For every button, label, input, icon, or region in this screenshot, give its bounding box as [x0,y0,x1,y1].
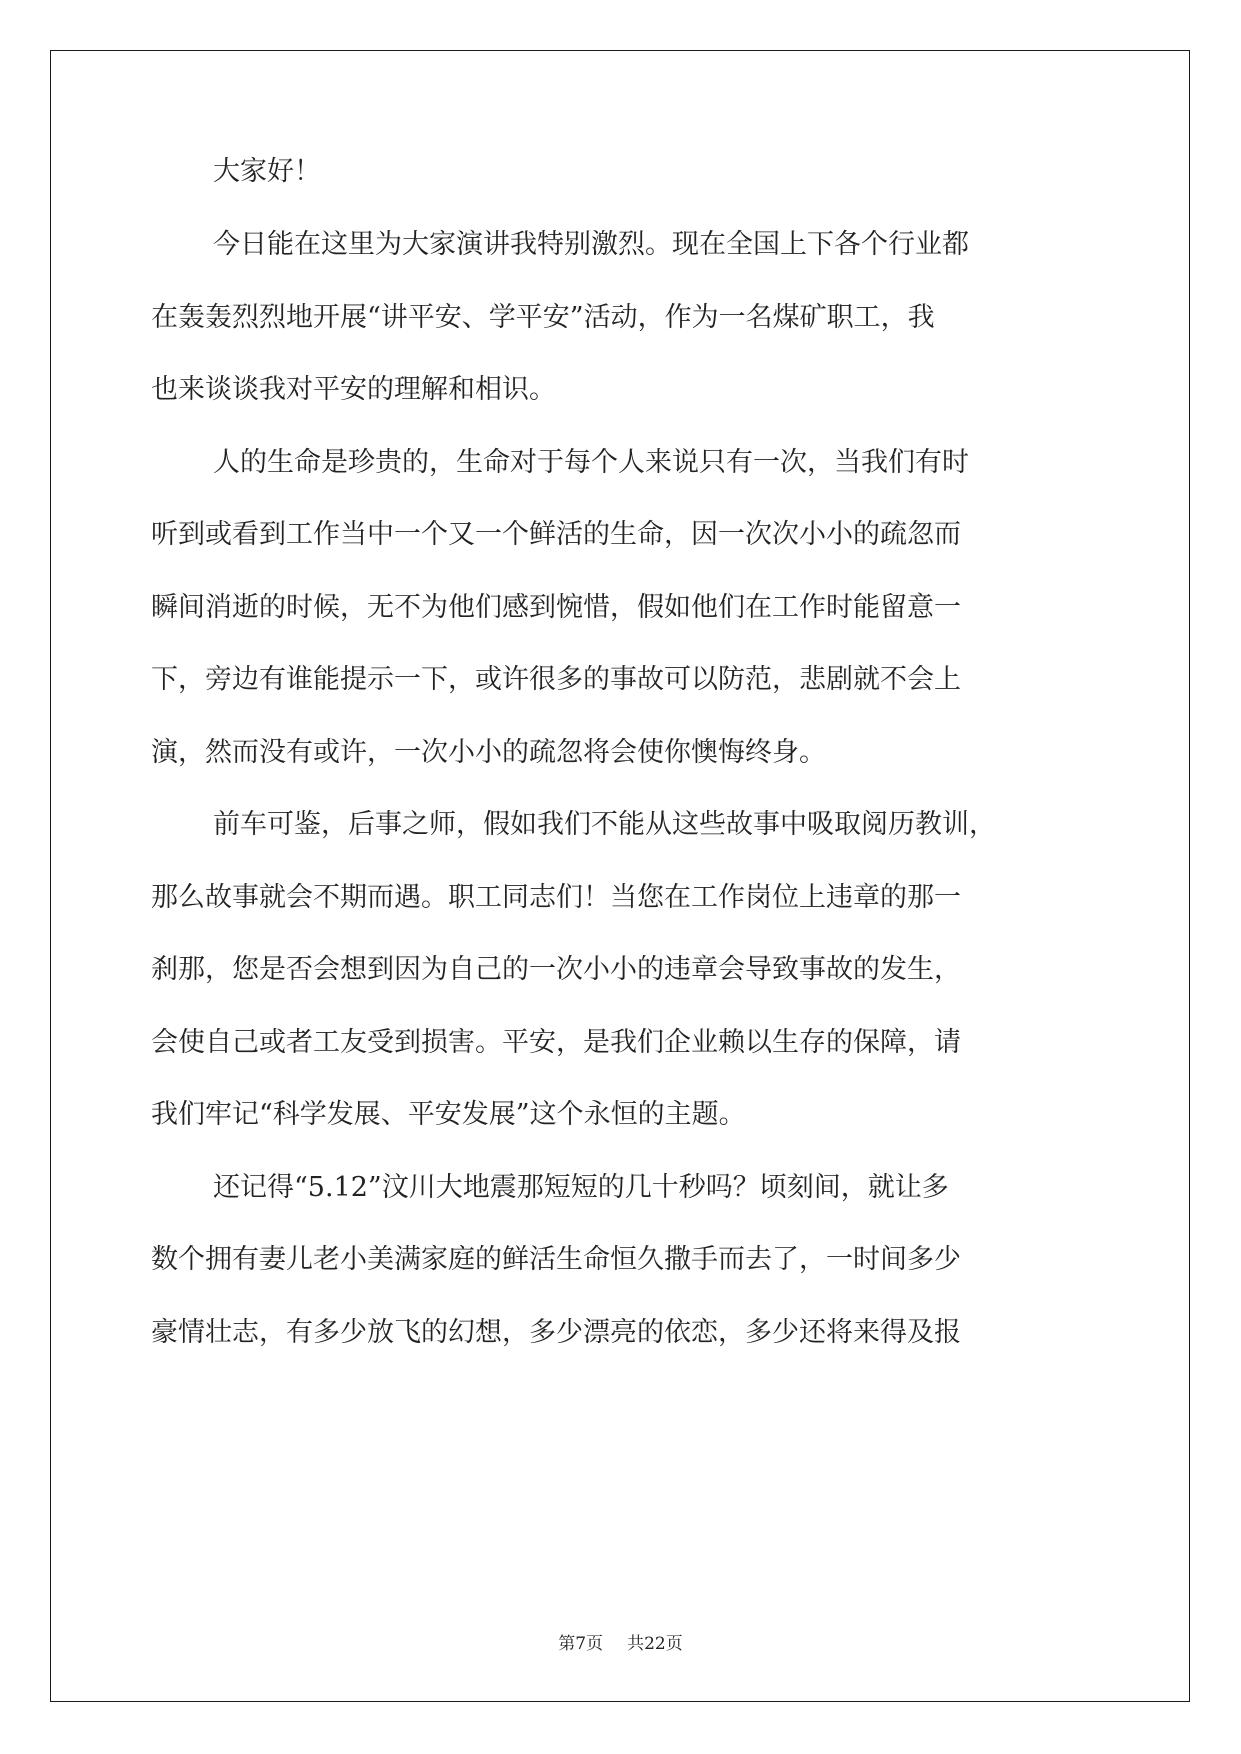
text-line: 会使自己或者工友受到损害。平安，是我们企业赖以生存的保障，请 [151,1027,961,1058]
text-line: 听到或看到工作当中一个又一个鲜活的生命，因一次次小小的疏忽而 [151,519,961,550]
text-line: 刹那，您是否会想到因为自己的一次小小的违章会导致事故的发生， [151,954,961,985]
text-line: 大家好！ [213,156,321,187]
text-line: 前车可鉴，后事之师，假如我们不能从这些故事中吸取阅历教训， [213,809,996,840]
text-line: 也来谈谈我对平安的理解和相识。 [151,374,556,405]
text-line: 人的生命是珍贵的，生命对于每个人来说只有一次，当我们有时 [213,447,969,478]
page-footer [0,1632,1241,1656]
text-line: 在轰轰烈烈地开展“讲平安、学平安”活动，作为一名煤矿职工，我 [151,302,935,333]
text-line: 还记得“5.12”汶川大地震那短短的几十秒吗？顷刻间，就让多 [213,1172,949,1203]
text-line: 今日能在这里为大家演讲我特别激烈。现在全国上下各个行业都 [213,229,969,260]
text-line: 演，然而没有或许，一次小小的疏忽将会使你懊悔终身。 [151,737,826,768]
text-line: 那么故事就会不期而遇。职工同志们！当您在工作岗位上违章的那一 [151,882,961,913]
page-number: 第7页 [558,1634,604,1654]
text-line: 我们牢记“科学发展、平安发展”这个永恒的主题。 [151,1099,746,1130]
text-line: 豪情壮志，有多少放飞的幻想，多少漂亮的依恋，多少还将来得及报 [151,1317,961,1348]
text-line: 数个拥有妻儿老小美满家庭的鲜活生命恒久撒手而去了，一时间多少 [151,1244,961,1275]
text-line: 瞬间消逝的时候，无不为他们感到惋惜，假如他们在工作时能留意一 [151,592,961,623]
page-total: 共22页 [627,1634,683,1654]
text-line: 下，旁边有谁能提示一下，或许很多的事故可以防范，悲剧就不会上 [151,664,961,695]
